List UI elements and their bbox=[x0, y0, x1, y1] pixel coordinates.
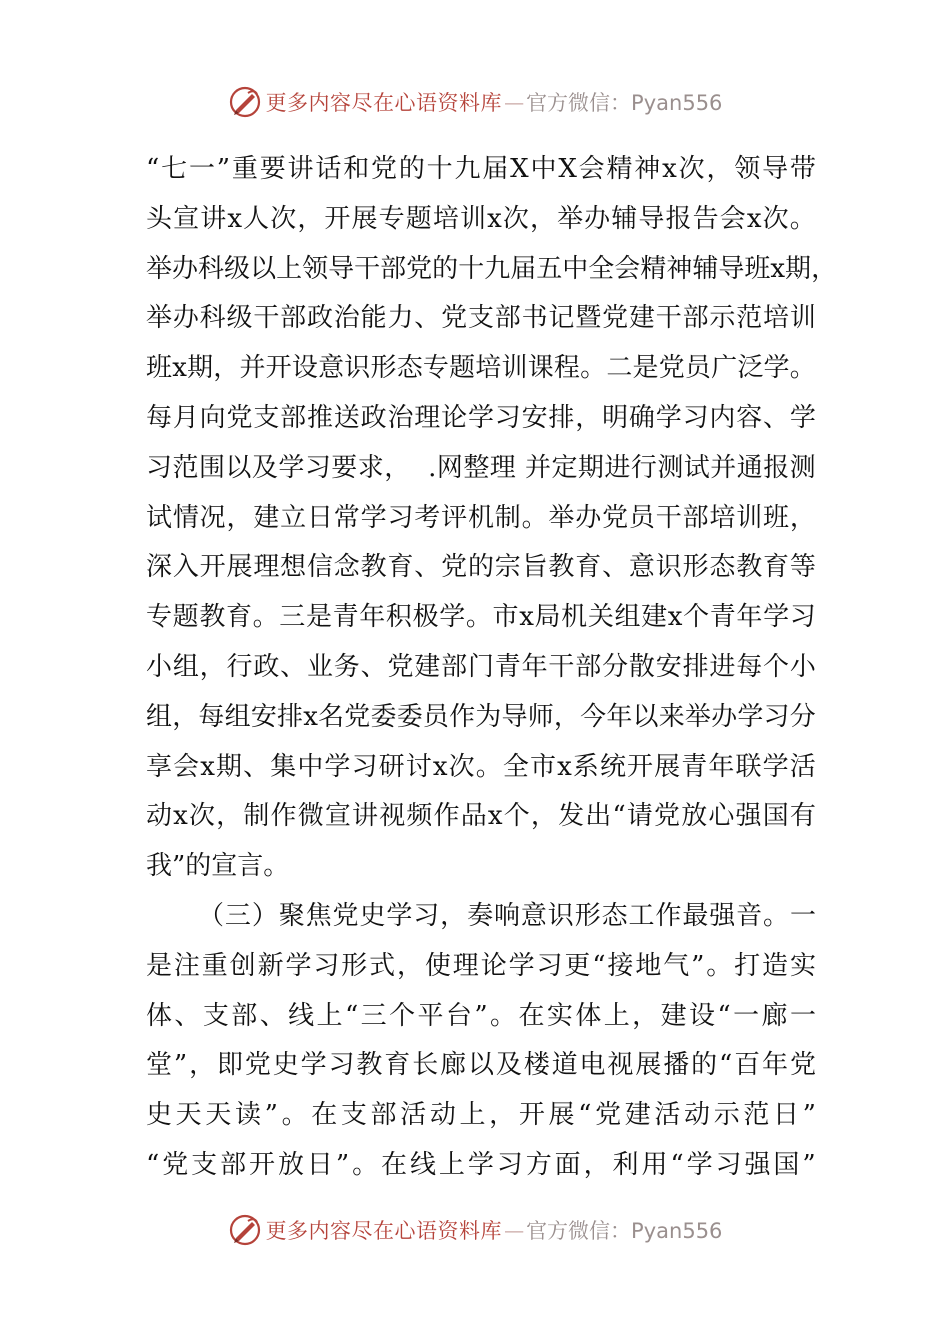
document-body bbox=[146, 145, 838, 1191]
footer-banner bbox=[0, 1210, 950, 1250]
body-line: 动 x 次 ， 制 作 微 宣 讲 视 频 作 品 x 个 ， 发 出 “ 请 党 放 心 强 国 有 bbox=[146, 801, 816, 832]
body-line: 每 月 向 党 支 部 推 送 政 治 理 论 学 习 安 排 ， 明 确 学 习 内 容 、 学 bbox=[146, 402, 816, 433]
body-line: 是 注 重 创 新 学 习 形 式 ， 使 理 论 学 习 更 “ 接 地 气 ” 。 打 造 实 bbox=[146, 950, 816, 981]
body-line: 深 入 开 展 理 想 信 念 教 育 、 党 的 宗 旨 教 育 、 意 识 形 态 教 育 等 bbox=[146, 552, 816, 583]
body-line: “ 七 一 ” 重 要 讲 话 和 党 的 十 九 届 X 中 X 会 精 神 x 次 ， 领 导 带 bbox=[146, 154, 816, 184]
body-line: 堂 ” ， 即 党 史 学 习 教 育 长 廊 以 及 楼 道 电 视 展 播 的 “ 百 年 党 bbox=[146, 1050, 816, 1081]
body-line: “ 党 支 部 开 放 日 ” 。 在 线 上 学 习 方 面 ， 利 用 “ 学 习 强 国 ” bbox=[146, 1149, 816, 1180]
banner-separator: — bbox=[504, 1218, 525, 1242]
body-line: 享 会 x 期 、 集 中 学 习 研 讨 x 次 。 全 市 x 系 统 开 展 青 年 联 学 活 bbox=[146, 751, 816, 782]
body-line: 举 办 科 级 以 上 领 导 干 部 党 的 十 九 届 五 中 全 会 精 神 辅 导 班 x 期 ， bbox=[146, 253, 838, 284]
body-line: 班 x 期 ， 并 开 设 意 识 形 态 专 题 培 训 课 程 。 二 是 党 员 广 泛 学 。 bbox=[146, 353, 816, 384]
body-line: 举 办 科 级 干 部 政 治 能 力 、 党 支 部 书 记 暨 党 建 干 部 示 范 培 训 bbox=[146, 303, 816, 334]
header-banner bbox=[0, 82, 950, 122]
body-line: 试 情 况 ， 建 立 日 常 学 习 考 评 机 制 。 举 办 党 员 干 部 培 训 班 ， bbox=[146, 502, 816, 533]
body-line: 体 、 支 部 、 线 上 “ 三 个 平 台 ” 。 在 实 体 上 ， 建 设 “ 一 廊 一 bbox=[146, 1000, 816, 1031]
body-line: 我”的宣言。 bbox=[146, 851, 290, 882]
body-line: 习 范 围 以 及 学 习 要 求 ， . 网 整 理 并 定 期 进 行 测 试 并 通 报 测 bbox=[146, 452, 816, 483]
pen-logo-icon bbox=[228, 85, 262, 119]
section-heading-line: （ 三 ） 聚 焦 党 史 学 习 ， 奏 响 意 识 形 态 工 作 最 强 音 。 一 bbox=[198, 900, 816, 931]
body-line: 头 宣 讲 x 人 次 ， 开 展 专 题 培 训 x 次 ， 举 办 辅 导 报 告 会 x 次 。 bbox=[146, 203, 816, 234]
pen-logo-icon bbox=[228, 1213, 262, 1247]
body-line: 小 组 ， 行 政 、 业 务 、 党 建 部 门 青 年 干 部 分 散 安 排 进 每 个 小 bbox=[146, 651, 816, 682]
banner-contact-text: 官方微信：Pyan556 bbox=[526, 91, 723, 115]
body-line: 组 ， 每 组 安 排 x 名 党 委 委 员 作 为 导 师 ， 今 年 以 来 举 办 学 习 分 bbox=[146, 701, 816, 732]
banner-contact-text: 官方微信：Pyan556 bbox=[526, 1219, 723, 1243]
banner-main-text: 更多内容尽在心语资料库 bbox=[265, 1219, 503, 1243]
banner-separator: — bbox=[504, 90, 525, 114]
body-line: 专 题 教 育 。 三 是 青 年 积 极 学 。 市 x 局 机 关 组 建 x 个 青 年 学 习 bbox=[146, 602, 816, 633]
body-line: 史 天 天 读 ” 。 在 支 部 活 动 上 ， 开 展 “ 党 建 活 动 示 范 日 ” bbox=[146, 1100, 816, 1131]
banner-main-text: 更多内容尽在心语资料库 bbox=[265, 91, 503, 115]
